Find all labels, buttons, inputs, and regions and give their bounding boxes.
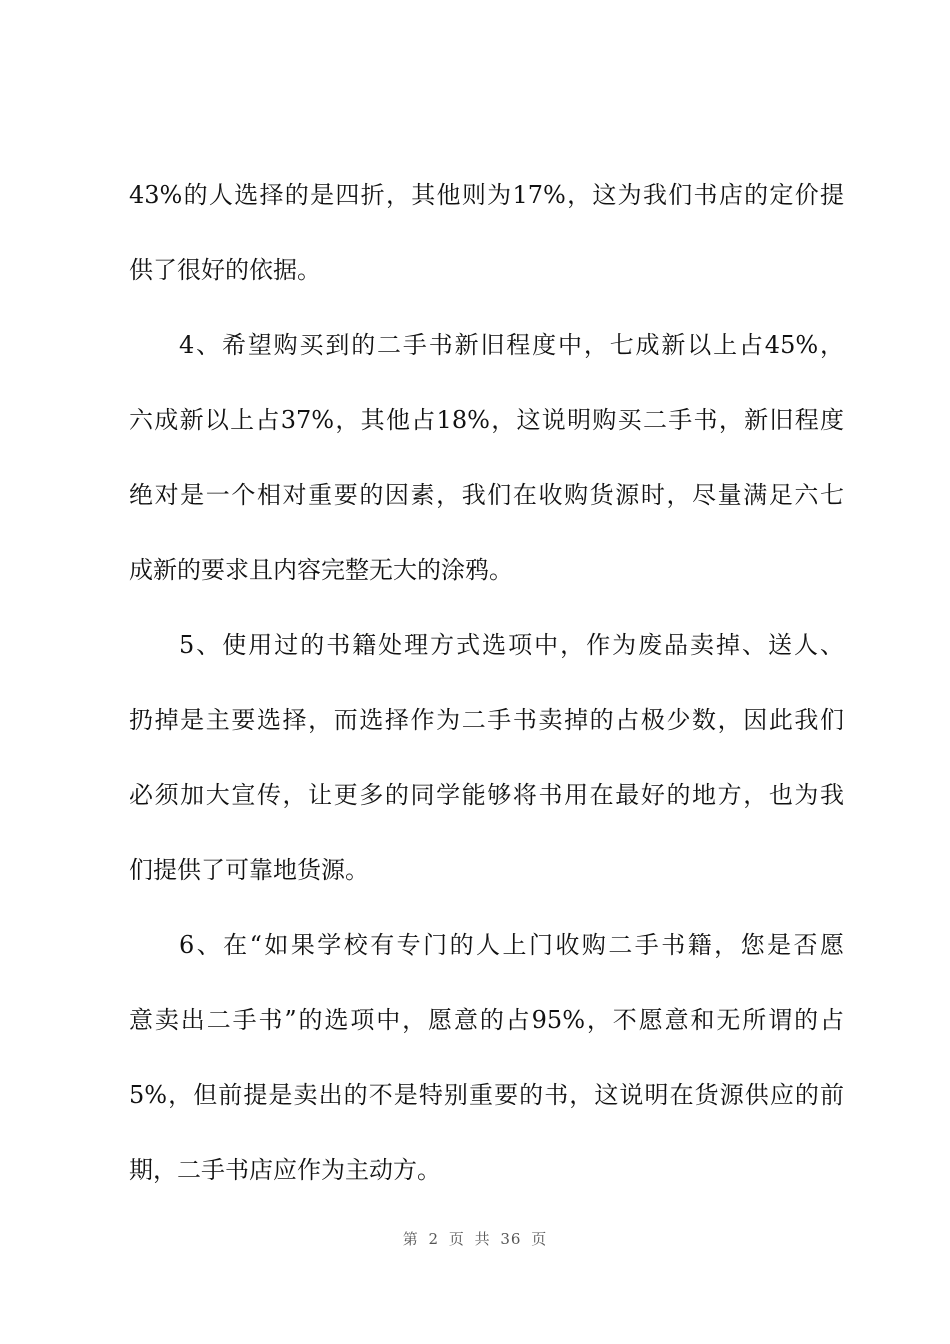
paragraph-line: 6、在“如果学校有专门的人上门收购二手书籍，您是否愿: [179, 931, 844, 959]
paragraph-line: 5、使用过的书籍处理方式选项中，作为废品卖掉、送人、: [179, 631, 844, 659]
page-number-footer: 第 2 页 共 36 页: [402, 1230, 548, 1248]
paragraph-line: 必须加大宣传，让更多的同学能够将书用在最好的地方，也为我: [129, 781, 844, 809]
paragraph-line: 5%，但前提是卖出的不是特别重要的书，这说明在货源供应的前: [129, 1081, 844, 1109]
paragraph-line: 期，二手书店应作为主动方。: [129, 1156, 441, 1184]
paragraph-line: 六成新以上占37%，其他占18%，这说明购买二手书，新旧程度: [129, 406, 844, 434]
paragraph-line: 绝对是一个相对重要的因素，我们在收购货源时，尽量满足六七: [129, 481, 844, 509]
paragraph-line: 意卖出二手书”的选项中，愿意的占95%，不愿意和无所谓的占: [129, 1006, 844, 1034]
paragraph-line: 供了很好的依据。: [129, 256, 321, 284]
paragraph-line: 43%的人选择的是四折，其他则为17%，这为我们书店的定价提: [129, 181, 844, 209]
paragraph-line: 们提供了可靠地货源。: [129, 856, 369, 884]
paragraph-line: 成新的要求且内容完整无大的涂鸦。: [129, 556, 513, 584]
paragraph-line: 4、希望购买到的二手书新旧程度中，七成新以上占45%，: [179, 331, 844, 359]
paragraph-line: 扔掉是主要选择，而选择作为二手书卖掉的占极少数，因此我们: [129, 706, 844, 734]
